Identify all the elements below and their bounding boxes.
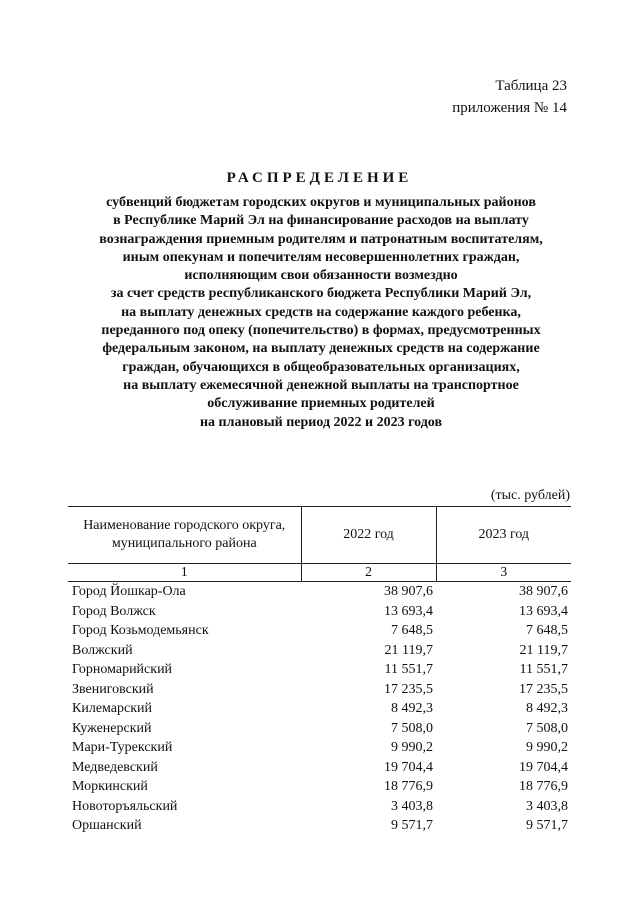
value-2022: 11 551,7: [384, 662, 433, 677]
district-name: Звениговский: [72, 681, 154, 697]
subtitle-line: обслуживание приемных родителей: [207, 396, 435, 412]
header-name-column: [68, 507, 301, 564]
column-number-row: [68, 564, 571, 582]
subtitle-line: за счет средств республиканского бюджета Республики Марий Эл,: [110, 286, 532, 302]
value-2023: 38 907,6: [519, 584, 568, 599]
district-name: Новоторъяльский: [72, 798, 178, 814]
column-number: 1: [68, 564, 301, 582]
table-row: [68, 719, 571, 739]
value-2022: 8 492,3: [391, 701, 433, 716]
subtitle-line: граждан, обучающихся в общеобразовательных организациях,: [122, 359, 520, 375]
district-name: Оршанский: [72, 818, 142, 833]
column-number: 3: [436, 564, 571, 582]
subtitle-line: исполняющим свои обязанности возмездно: [184, 268, 458, 284]
subtitle-line: субвенций бюджетам городских округов и муниципальных районов: [106, 195, 536, 210]
table-row: [68, 641, 571, 661]
value-2023: 8 492,3: [526, 701, 568, 716]
distribution-table: [68, 506, 571, 836]
district-name: Горномарийский: [72, 662, 173, 677]
table-row: [68, 602, 571, 622]
district-name: Килемарский: [72, 701, 153, 716]
value-2022: 21 119,7: [384, 642, 433, 658]
value-2023: 18 776,9: [519, 779, 568, 794]
value-2022: 38 907,6: [384, 584, 433, 599]
district-name: Город Козьмодемьянск: [72, 623, 209, 638]
value-2022: 13 693,4: [384, 603, 433, 619]
document-subtitle: [60, 194, 582, 432]
value-2022: 9 571,7: [391, 818, 433, 833]
subtitle-line: в Республике Марий Эл на финансирование расходов на выплату: [113, 213, 529, 229]
value-2023: 17 235,5: [519, 681, 568, 697]
district-name: Куженерский: [72, 720, 152, 736]
subtitle-line: иным опекунам и попечителям несовершеннолетних граждан,: [122, 249, 520, 265]
value-2022: 18 776,9: [384, 779, 433, 794]
value-2023: 13 693,4: [519, 603, 568, 619]
subtitle-line: вознаграждения приемным родителям и патронатным воспитателям,: [99, 231, 543, 247]
header-name-line: муниципального района: [111, 536, 257, 551]
value-2023: 9 571,7: [526, 818, 568, 833]
district-name: Волжский: [72, 642, 133, 658]
header-2022-column: 2022 год: [301, 507, 436, 564]
table-row: [68, 758, 571, 778]
appendix-reference: приложения № 14: [452, 100, 567, 116]
district-name: Моркинский: [72, 779, 148, 794]
table-row: [68, 816, 571, 836]
district-name: Мари-Турекский: [72, 740, 173, 755]
subtitle-line: переданного под опеку (попечительство) в формах, предусмотренных: [101, 323, 541, 339]
table-row: [68, 660, 571, 680]
table-row: [68, 777, 571, 797]
table-row: [68, 621, 571, 641]
subtitle-line: федеральным законом, на выплату денежных средств на содержание: [102, 341, 540, 357]
value-2022: 9 990,2: [391, 740, 433, 755]
table-row: [68, 582, 571, 602]
document-title: РАСПРЕДЕЛЕНИЕ: [226, 170, 413, 186]
district-name: Город Волжск: [72, 603, 156, 619]
units-note: (тыс. рублей): [490, 488, 570, 503]
table-row: [68, 699, 571, 719]
value-2022: 19 704,4: [384, 759, 433, 775]
value-2023: 7 648,5: [526, 623, 568, 638]
table-row: [68, 797, 571, 817]
table-header-row: [68, 507, 571, 564]
value-2022: 7 648,5: [391, 623, 433, 638]
table-row: [68, 738, 571, 758]
value-2022: 7 508,0: [391, 720, 433, 736]
value-2023: 19 704,4: [519, 759, 568, 775]
column-number: 2: [301, 564, 436, 582]
header-2023-column: 2023 год: [436, 507, 571, 564]
value-2023: 11 551,7: [519, 662, 568, 677]
value-2023: 21 119,7: [519, 642, 568, 658]
value-2023: 9 990,2: [526, 740, 568, 755]
table-number: Таблица 23: [495, 78, 567, 94]
table-row: [68, 680, 571, 700]
header-name-line: Наименование городского округа,: [83, 518, 286, 533]
value-2022: 17 235,5: [384, 681, 433, 697]
value-2023: 7 508,0: [526, 720, 568, 736]
value-2022: 3 403,8: [391, 798, 433, 814]
district-name: Медведевский: [72, 759, 158, 775]
district-name: Город Йошкар-Ола: [72, 584, 186, 599]
value-2023: 3 403,8: [526, 798, 568, 814]
subtitle-line: на выплату денежных средств на содержание каждого ребенка,: [121, 304, 521, 320]
subtitle-line: на выплату ежемесячной денежной выплаты на транспортное: [123, 377, 519, 393]
subtitle-line: на плановый период 2022 и 2023 годов: [199, 414, 443, 430]
